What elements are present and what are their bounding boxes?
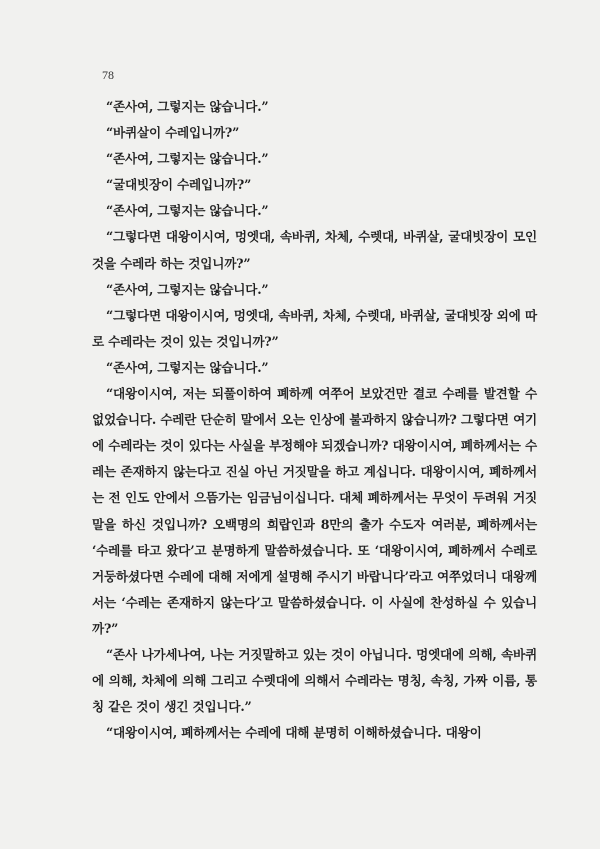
paragraph: “존사여, 그렇지는 않습니다.” xyxy=(106,151,269,167)
paragraph: “그렇다면 대왕이시여, 멍엣대, 속바퀴, 차체, 수렛대, 바퀴살, 굴대빗장 외에 따로 수레라는 것이 있는 것입니까?” xyxy=(92,307,537,349)
paragraph: “그렇다면 대왕이시여, 멍엣대, 속바퀴, 차체, 수렛대, 바퀴살, 굴대빗장이 모인 것을 수레라 하는 것입니까?” xyxy=(92,229,537,271)
paragraph: “바퀴살이 수레입니까?” xyxy=(106,125,240,141)
paragraph: “존사여, 그렇지는 않습니다.” xyxy=(106,281,269,297)
paragraph: “존사여, 그렇지는 않습니다.” xyxy=(106,203,269,219)
paragraph: “존사 나가세나여, 나는 거짓말하고 있는 것이 아닙니다. 멍엣대에 의해, 속바퀴에 의해, 차체에 의해 그리고 수렛대에 의해서 수레라는 명칭, 속칭, 가짜 이름, 통칭 같은 것이 생긴 것입니다.” xyxy=(92,646,537,715)
page-number: 78 xyxy=(102,68,114,82)
paragraph: “굴대빗장이 수레입니까?” xyxy=(106,177,252,193)
paragraph: “대왕이시여, 폐하께서는 수레에 대해 분명히 이해하셨습니다. 대왕이 xyxy=(106,725,482,741)
paragraph: “존사여, 그렇지는 않습니다.” xyxy=(106,99,269,114)
body-text xyxy=(92,94,537,746)
paragraph: “존사여, 그렇지는 않습니다.” xyxy=(106,359,269,375)
paragraph: “대왕이시여, 저는 되풀이하여 폐하께 여쭈어 보았건만 결코 수레를 발견할 수 없었습니다. 수레란 단순히 말에서 오는 인상에 불과하지 않습니까? 그렇다면 여기에 수레라는 것이 있다는 사실을 부정해야 되겠습니까? 대왕이시여, 폐하께서는 수레는 존재하지 않는다고 진실 아닌 거짓말을 하고 계십니다. 대왕이시여, 폐하께서는 전 인도 안에서 으뜸가는 임금님이십니다. 대체 폐하께서는 무엇이 두려워 거짓말을 하신 것입니까? 오백명의 희랍인과 8만의 출가 수도자 여러분, 폐하께서는 ‘수레를 타고 왔다’고 분명하게 말씀하셨습니다. 또 ‘대왕이시여, 폐하께서 수레로 거둥하셨다면 수레에 대해 저에게 설명해 주시기 바랍니다’라고 여쭈었더니 대왕께서는 ‘수레는 존재하지 않는다’고 말씀하셨습니다. 이 사실에 찬성하실 수 있습니까?” xyxy=(92,386,537,636)
